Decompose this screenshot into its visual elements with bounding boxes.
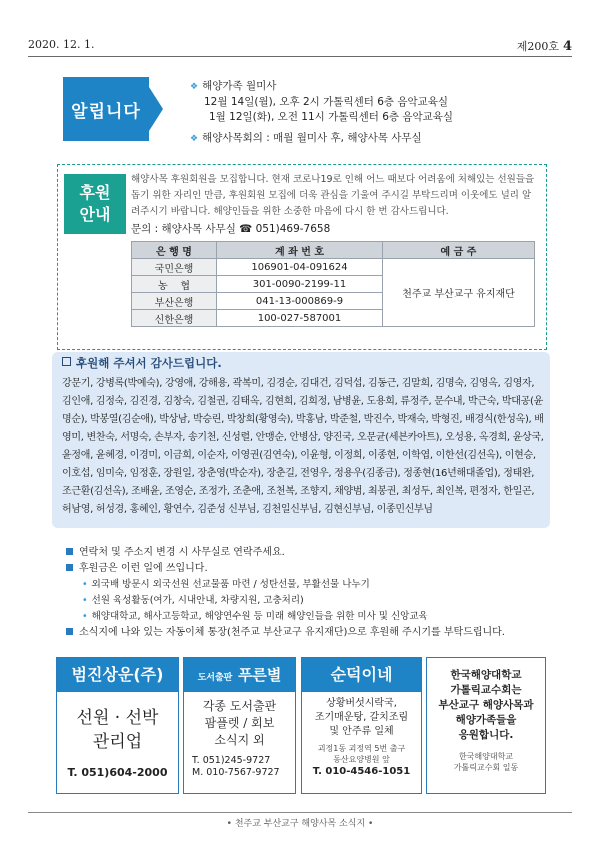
info-item: 후원금은 이런 일에 쓰입니다. <box>66 561 566 577</box>
ad-pureunbyeol-phone: T. 051)245-9727 <box>192 755 271 766</box>
notice-arrow-icon <box>149 87 163 131</box>
notice-item-mass: ❖ 해양가족 월미사 <box>190 80 277 92</box>
donor-names: 강문기, 강병록(박예숙), 강영애, 강해용, 곽복미, 김경순, 김대건, 김덕섭, 김동근, 김말희, 김명숙, 김영옥, 김영자, 김인애, 김정숙, 김진경, 김창숙, 김철권, 김태옥, 김현희, 김희정, 남병윤, 도용희, 류정주, 문수내, 박근숙, 박대공(윤명순), 박봉열(김순애), 박상남, 박승린, 박창희(황영숙), 박홍남, 박준철, 박진수, 박재숙, 박형진, 배경식(한성옥), 배영미, 변찬숙, 서명숙, 손부자, 송기천, 신성렬, 안맹순, 안병삼, 양진국, 오문균(세븐카아트), 오성용, 옥경희, 윤상국, 윤정애, 윤혜경, 이경미, 이금희, 이순자, 이영권(김연숙), 이윤형, 이정희, 이종현, 이학엽, 이한선(김선옥), 이현승, 이호섭, 임미숙, 임정훈, 장원일, 장춘영(박순자), 장춘길, 전영우, 정용우(김종금), 정종현(16년해대졸업), 정태완, 조근환(김선옥), 조배윤, 조영순, 조정가, 조춘애, 조천복, 조향지, 채양범, 최봉권, 최성두, 최인복, 편정자, 한일곤, 허남영, 허성경, 홍혜인, 황연수, 김준성 신부님, 김천일신부님, 김현신부님, 이종민신부님 <box>62 378 544 515</box>
bank-header-name: 은 행 명 <box>132 242 217 259</box>
diamond-bullet-icon: ❖ <box>190 82 199 92</box>
bank-header-holder: 예 금 주 <box>383 242 535 259</box>
header-divider <box>28 56 572 57</box>
bank-account: 100-027-587001 <box>217 310 383 327</box>
donation-contact: 문의 : 해양사목 사무실 ☎ 051)469-7658 <box>131 223 331 235</box>
square-bullet-icon <box>66 564 73 571</box>
footer-divider <box>28 812 572 813</box>
notice-mass-date-2: 1월 12일(화), 오전 11시 가톨릭센터 6층 음악교육실 <box>209 111 454 123</box>
square-bullet-icon <box>62 357 71 366</box>
bank-account: 301-0090-2199-11 <box>217 276 383 293</box>
info-item: 연락처 및 주소지 변경 시 사무실로 연락주세요. <box>66 545 566 561</box>
page-number: 4 <box>562 39 572 54</box>
notice-mass-date-1: 12월 14일(월), 오후 2시 가톨릭센터 6층 음악교육실 <box>204 96 449 108</box>
bank-name: 국민은행 <box>132 259 217 276</box>
issue-label: 제200호 <box>516 40 559 53</box>
notice-list <box>190 79 540 147</box>
bank-name: 부산은행 <box>132 293 217 310</box>
ad-beomjin-name: 범진상운(주) <box>57 658 178 692</box>
info-sub-item: • 해양대학교, 해사고등학교, 해양연수원 등 미래 해양인들을 위한 미사 및 신앙교육 <box>82 611 428 622</box>
ad-beomjin-phone: T. 051)604-2000 <box>67 766 168 779</box>
ad-pureunbyeol-name: 도서출판 푸른별 <box>184 658 295 692</box>
bank-account: 041-13-000869-9 <box>217 293 383 310</box>
ad-sundeoki-phone: T. 010-4546-1051 <box>312 766 411 777</box>
issue-number <box>517 38 572 54</box>
notice-title: 알립니다 <box>63 77 149 141</box>
bank-header-account: 계 좌 번 호 <box>217 242 383 259</box>
square-bullet-icon <box>66 628 73 635</box>
issue-date: 2020. 12. 1. <box>28 38 95 51</box>
notice-item-meeting: ❖ 해양사목회의 : 매월 월미사 후, 해양사목 사무실 <box>190 132 422 144</box>
footer-text: • 천주교 부산교구 해양사목 소식지 • <box>226 819 374 829</box>
ad-kmou-faculty: 한국해양대학교 가톨릭교수회는 부산교구 해양사목과 해양가족들을 응원합니다. 한국해양대학교 가톨릭교수회 일동 <box>426 657 546 794</box>
donation-text: 해양사목 후원회원을 모집합니다. 현재 코로나19로 인해 어느 때보다 어려움에 처해있는 선원들을 돕기 위한 자리인 만큼, 후원회원 모집에 더욱 관심을 기울여 주시길 부탁드리며 이웃에도 널리 알려주시기 바랍니다. 해양인들을 위한 소중한 마음에 다시 한 번 감사드립니다. <box>131 174 535 217</box>
ad-pureunbyeol: 도서출판 푸른별 각종 도서출판 팜플렛 / 회보 소식지 외 T. 051)245-9727 M. 010-7567-9727 <box>183 657 296 794</box>
square-bullet-icon <box>66 548 73 555</box>
thanks-title: 후원해 주셔서 감사드립니다. <box>62 355 222 371</box>
bank-account: 106901-04-091624 <box>217 259 383 276</box>
ad-sundeoki-name: 순덕이네 <box>302 658 421 692</box>
diamond-bullet-icon: ❖ <box>190 134 199 144</box>
ad-pureunbyeol-mobile: M. 010-7567-9727 <box>192 767 280 778</box>
ad-beomjin: 범진상운(주) 선원 · 선박 관리업 T. 051)604-2000 <box>56 657 179 794</box>
info-list <box>66 545 566 641</box>
bank-name: 농 협 <box>132 276 217 293</box>
donation-badge: 후원 안내 <box>64 174 126 234</box>
account-holder: 천주교 부산교구 유지재단 <box>383 259 535 327</box>
bank-account-table <box>131 241 535 327</box>
info-sub-item: • 선원 육성활동(여가, 시내안내, 차량지원, 고충처리) <box>82 595 304 606</box>
info-item: 소식지에 나와 있는 자동이체 통장(천주교 부산교구 유지재단)으로 후원해 주시기를 부탁드립니다. <box>66 625 566 641</box>
bank-name: 신한은행 <box>132 310 217 327</box>
info-sub-item: • 외국배 방문시 외국선원 선교물품 마련 / 성탄선물, 부활선물 나누기 <box>82 579 370 590</box>
ad-sundeoki: 순덕이네 상황버섯시락국, 조기매운탕, 갈치조림 및 안주류 일체 괴정1동 괴정역 5번 출구 동산요양병원 앞 T. 010-4546-1051 <box>301 657 422 794</box>
